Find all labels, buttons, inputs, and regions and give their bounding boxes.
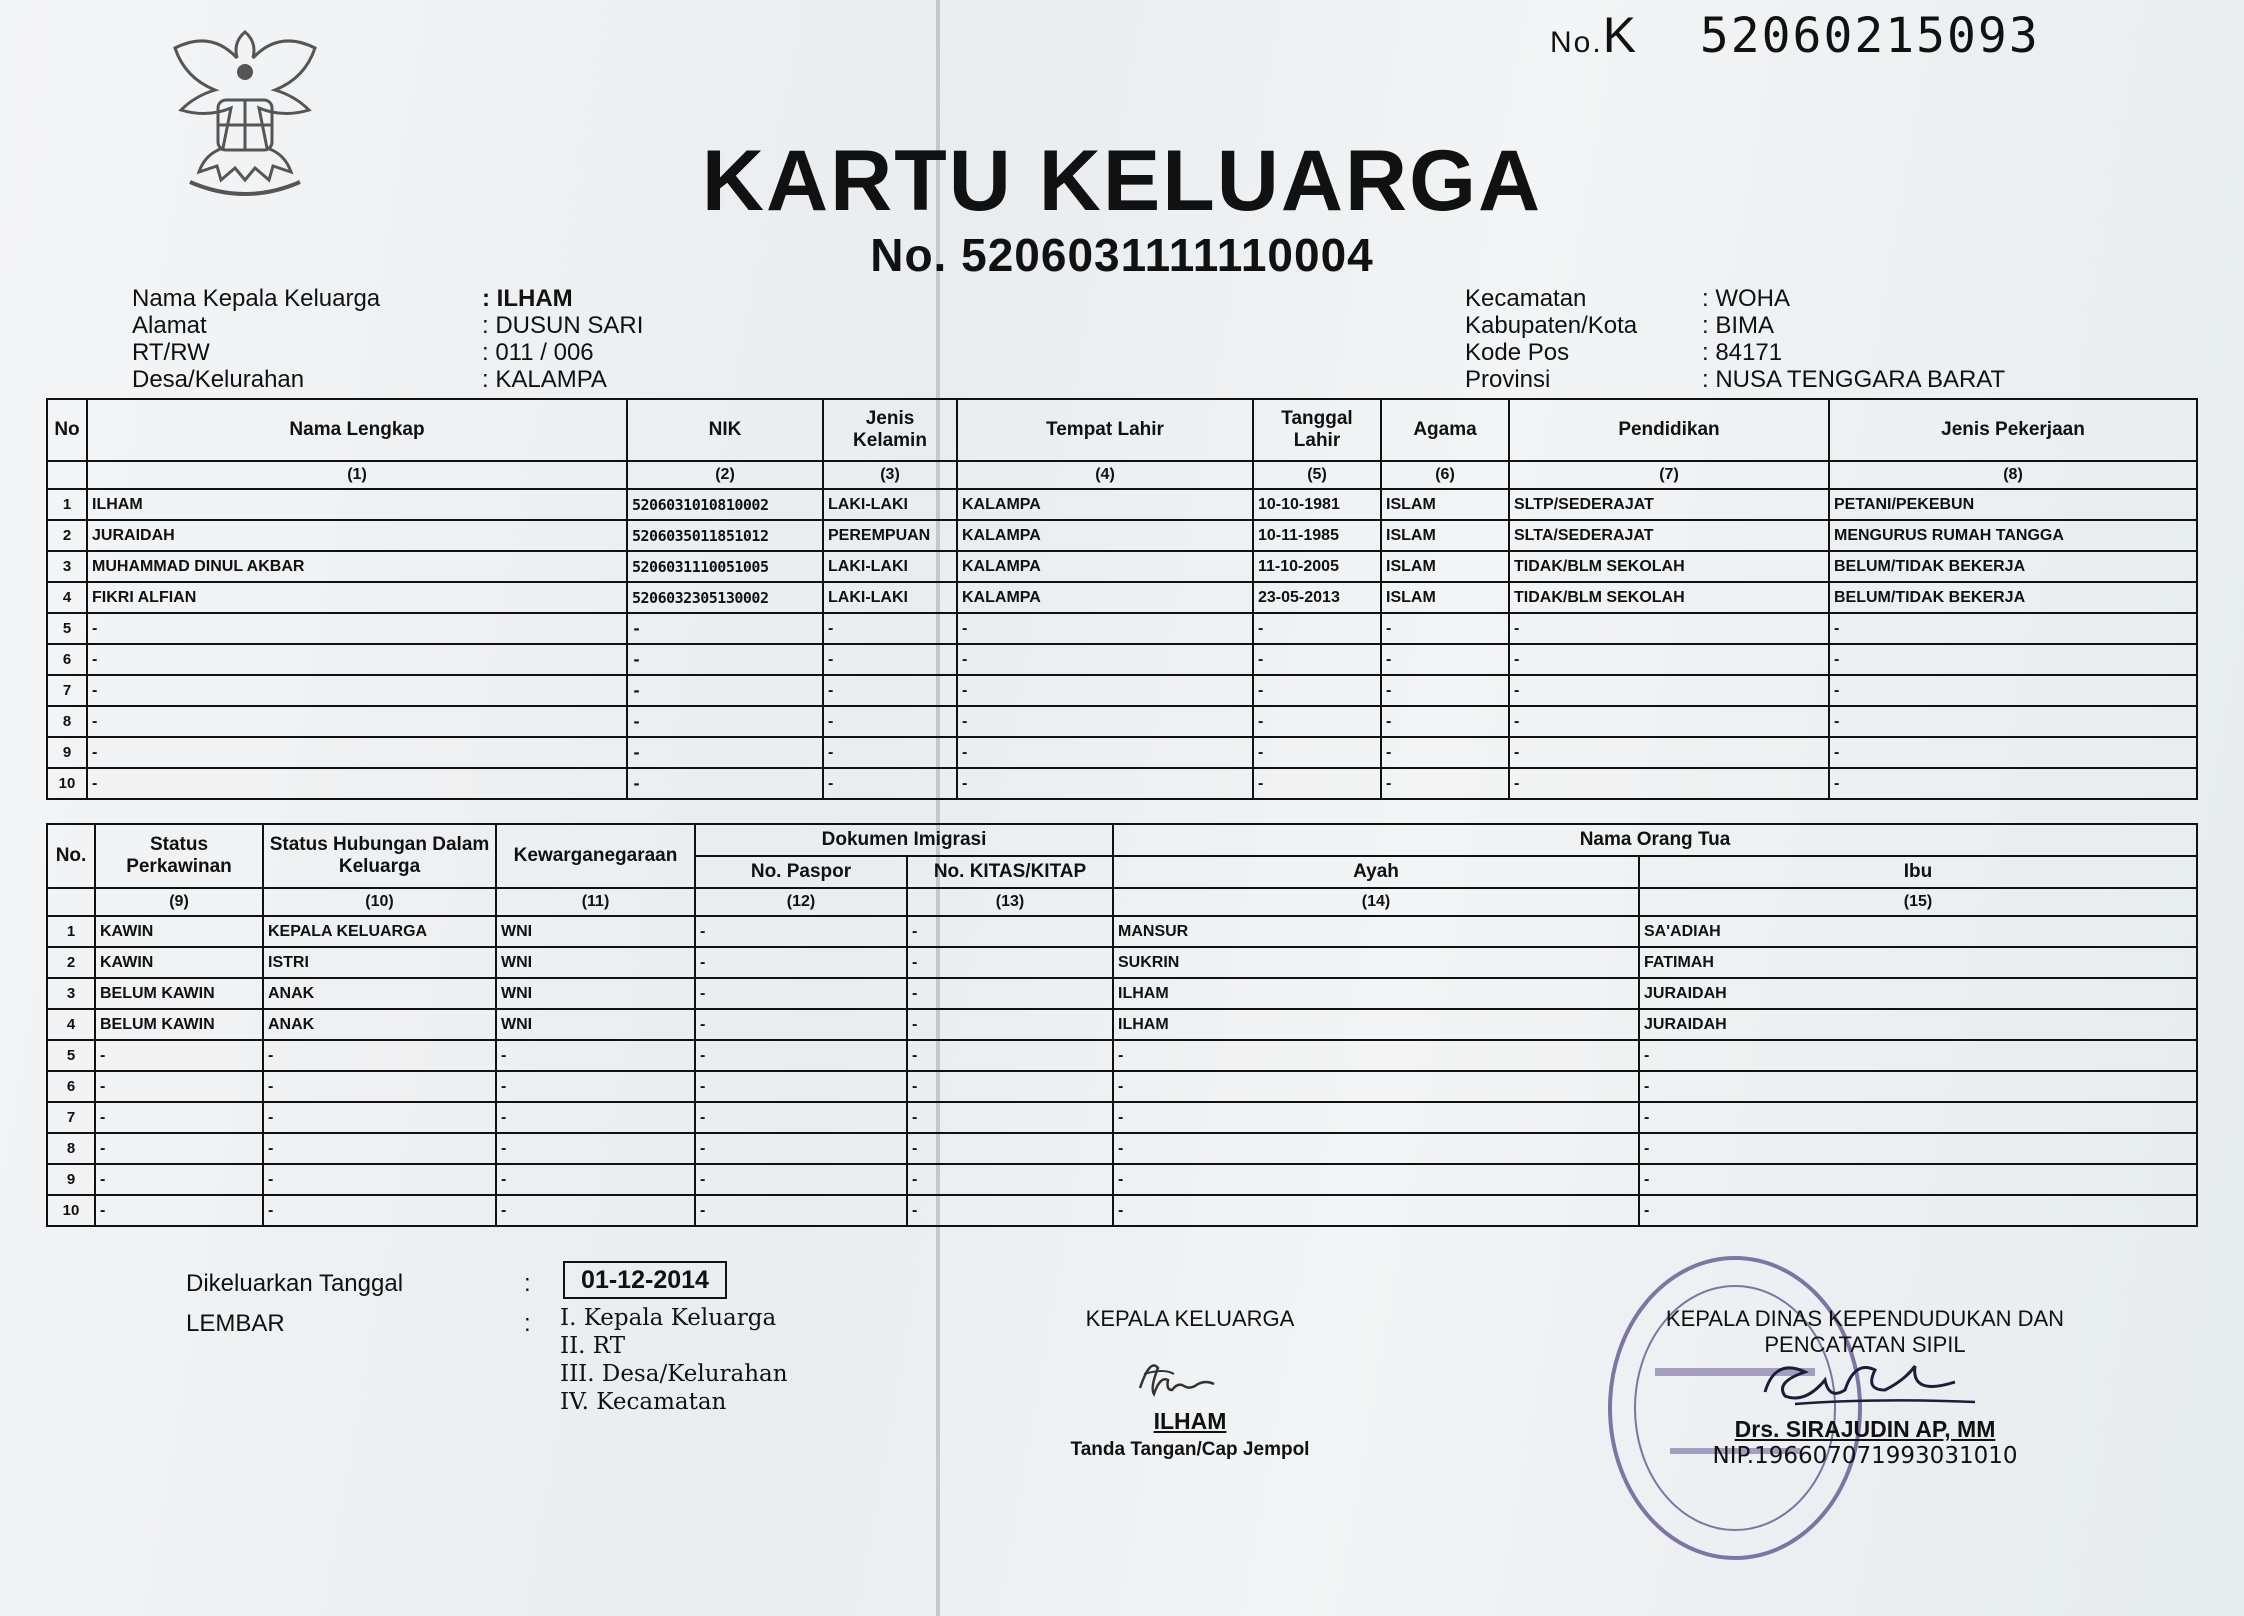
table-row bbox=[47, 520, 2197, 551]
col-header-no: No bbox=[47, 399, 87, 461]
table-cell: 5206032305130002 bbox=[627, 582, 823, 613]
table-cell: - bbox=[263, 1102, 496, 1133]
table-cell: - bbox=[907, 1133, 1113, 1164]
table-cell: - bbox=[87, 706, 627, 737]
handwritten-signature bbox=[1735, 1352, 1995, 1416]
header-right-label: Kecamatan bbox=[1465, 285, 1587, 312]
table-cell: - bbox=[627, 737, 823, 768]
signature-nip: NIP.196607071993031010 bbox=[1712, 1443, 2018, 1469]
column-number: (8) bbox=[1829, 461, 2197, 489]
table-cell: 4 bbox=[47, 582, 87, 613]
table-cell: - bbox=[1381, 675, 1509, 706]
col-header-ibu: Ibu bbox=[1639, 856, 2197, 888]
signature-kepala-dinas bbox=[1630, 1306, 2100, 1469]
table-cell: - bbox=[496, 1133, 695, 1164]
column-number: (9) bbox=[95, 888, 263, 916]
table-row bbox=[47, 551, 2197, 582]
table-cell: - bbox=[1381, 768, 1509, 799]
table-cell: - bbox=[957, 644, 1253, 675]
table-cell: 2 bbox=[47, 947, 95, 978]
table-cell: - bbox=[1113, 1195, 1639, 1226]
signature-title: KEPALA DINAS KEPENDUDUKAN DAN bbox=[1665, 1306, 2065, 1331]
table-cell: - bbox=[1381, 706, 1509, 737]
table-cell: LAKI-LAKI bbox=[823, 489, 957, 520]
table-cell: - bbox=[1113, 1164, 1639, 1195]
table-cell: - bbox=[1509, 675, 1829, 706]
table-cell: ILHAM bbox=[1113, 978, 1639, 1009]
table-cell: 11-10-2005 bbox=[1253, 551, 1381, 582]
table-cell: BELUM KAWIN bbox=[95, 1009, 263, 1040]
header-right-value: : BIMA bbox=[1702, 312, 1775, 339]
table-cell: - bbox=[907, 916, 1113, 947]
table-cell: - bbox=[1113, 1071, 1639, 1102]
table-cell: - bbox=[627, 613, 823, 644]
header-right-label: Kode Pos bbox=[1465, 339, 1570, 366]
table-row bbox=[47, 644, 2197, 675]
lembar-colon: : bbox=[524, 1310, 531, 1337]
table-cell: - bbox=[1639, 1071, 2197, 1102]
table-cell: - bbox=[1639, 1195, 2197, 1226]
table-cell: 3 bbox=[47, 551, 87, 582]
col-header-pekerjaan: Jenis Pekerjaan bbox=[1829, 399, 2197, 461]
table-cell: BELUM/TIDAK BEKERJA bbox=[1829, 582, 2197, 613]
col-header-ayah: Ayah bbox=[1113, 856, 1639, 888]
table-cell: - bbox=[1509, 737, 1829, 768]
serial-number: 52060215093 bbox=[1699, 8, 2040, 64]
table-cell: - bbox=[1113, 1040, 1639, 1071]
table-cell: 5206035011851012 bbox=[627, 520, 823, 551]
table-cell: - bbox=[95, 1133, 263, 1164]
table-cell: 2 bbox=[47, 520, 87, 551]
header-left-label: Nama Kepala Keluarga bbox=[132, 285, 381, 312]
table-cell: - bbox=[1509, 768, 1829, 799]
serial-prefix: No. bbox=[1550, 26, 1603, 59]
table-cell: 10 bbox=[47, 1195, 95, 1226]
lembar-list bbox=[560, 1304, 860, 1416]
header-right-value: : WOHA bbox=[1702, 285, 1790, 312]
table-row bbox=[47, 1071, 2197, 1102]
table-cell: - bbox=[1509, 644, 1829, 675]
table-cell: - bbox=[95, 1071, 263, 1102]
table-cell: 10-10-1981 bbox=[1253, 489, 1381, 520]
table-cell: - bbox=[823, 737, 957, 768]
table-cell: 3 bbox=[47, 978, 95, 1009]
table-cell: LAKI-LAKI bbox=[823, 551, 957, 582]
table-cell: KEPALA KELUARGA bbox=[263, 916, 496, 947]
column-number: (15) bbox=[1639, 888, 2197, 916]
table-cell: WNI bbox=[496, 978, 695, 1009]
header-left-value: : DUSUN SARI bbox=[482, 312, 644, 339]
table-cell: - bbox=[1253, 675, 1381, 706]
table-cell: - bbox=[1113, 1102, 1639, 1133]
table-cell: - bbox=[496, 1040, 695, 1071]
signature-title: KEPALA KELUARGA bbox=[1085, 1306, 1295, 1331]
table-header-row bbox=[47, 399, 2197, 461]
table-cell: - bbox=[907, 947, 1113, 978]
page-title: KARTU KELUARGA bbox=[701, 133, 1543, 229]
table-cell: ISLAM bbox=[1381, 582, 1509, 613]
table-cell: - bbox=[1639, 1102, 2197, 1133]
signature-title: PENCATATAN SIPIL bbox=[1764, 1332, 1966, 1357]
table-cell: - bbox=[1639, 1040, 2197, 1071]
table-cell: - bbox=[1829, 737, 2197, 768]
table-cell: - bbox=[907, 1040, 1113, 1071]
table-cell: - bbox=[1509, 706, 1829, 737]
table-row bbox=[47, 916, 2197, 947]
header-left-label: Alamat bbox=[132, 312, 207, 339]
table-cell: - bbox=[95, 1102, 263, 1133]
table-cell: TIDAK/BLM SEKOLAH bbox=[1509, 551, 1829, 582]
table-cell: - bbox=[263, 1133, 496, 1164]
table-cell: 1 bbox=[47, 916, 95, 947]
signature-name: ILHAM bbox=[1153, 1408, 1227, 1434]
table-cell: - bbox=[823, 768, 957, 799]
family-status-table bbox=[46, 823, 2198, 1227]
table-cell: 6 bbox=[47, 644, 87, 675]
table-cell: - bbox=[1253, 613, 1381, 644]
table-cell: 6 bbox=[47, 1071, 95, 1102]
table-cell: 5206031110051005 bbox=[627, 551, 823, 582]
table-cell: - bbox=[1253, 768, 1381, 799]
table-cell: ILHAM bbox=[1113, 1009, 1639, 1040]
table-cell: LAKI-LAKI bbox=[823, 582, 957, 613]
header-left-label: RT/RW bbox=[132, 339, 210, 366]
table-row bbox=[47, 489, 2197, 520]
table-cell: ISLAM bbox=[1381, 520, 1509, 551]
table-cell: - bbox=[263, 1040, 496, 1071]
table-cell: - bbox=[695, 1133, 907, 1164]
col-header-tanggal-lahir: Tanggal Lahir bbox=[1253, 399, 1381, 461]
col-header-no-paspor: No. Paspor bbox=[695, 856, 907, 888]
table-cell: - bbox=[263, 1195, 496, 1226]
column-number: (10) bbox=[263, 888, 496, 916]
table-row bbox=[47, 947, 2197, 978]
table-row bbox=[47, 1102, 2197, 1133]
signature-caption: Tanda Tangan/Cap Jempol bbox=[1070, 1439, 1310, 1460]
table-cell: ILHAM bbox=[87, 489, 627, 520]
table-cell: 5 bbox=[47, 1040, 95, 1071]
document-serial-number bbox=[1550, 6, 2040, 64]
header-right bbox=[1465, 285, 2005, 393]
table-cell: WNI bbox=[496, 947, 695, 978]
table-cell: 4 bbox=[47, 1009, 95, 1040]
table-cell: - bbox=[907, 1164, 1113, 1195]
table-cell: - bbox=[695, 1040, 907, 1071]
column-number bbox=[47, 888, 95, 916]
table-cell: - bbox=[695, 1102, 907, 1133]
column-number: (3) bbox=[823, 461, 957, 489]
column-number: (2) bbox=[627, 461, 823, 489]
table-cell: - bbox=[496, 1195, 695, 1226]
column-number: (4) bbox=[957, 461, 1253, 489]
table-cell: - bbox=[695, 978, 907, 1009]
table-cell: - bbox=[87, 768, 627, 799]
table-cell: - bbox=[823, 675, 957, 706]
table-cell: - bbox=[1639, 1133, 2197, 1164]
table-cell: FATIMAH bbox=[1639, 947, 2197, 978]
table-cell: - bbox=[907, 978, 1113, 1009]
table-cell: KALAMPA bbox=[957, 551, 1253, 582]
table-cell: - bbox=[263, 1164, 496, 1195]
table-row bbox=[47, 1164, 2197, 1195]
table-row bbox=[47, 706, 2197, 737]
handwritten-signature bbox=[1120, 1338, 1260, 1408]
table-cell: ISTRI bbox=[263, 947, 496, 978]
table-cell: - bbox=[695, 947, 907, 978]
column-number-row bbox=[47, 888, 2197, 916]
header-left-value: : ILHAM bbox=[482, 285, 573, 312]
table-row bbox=[47, 1195, 2197, 1226]
table-cell: - bbox=[957, 613, 1253, 644]
lembar-item: IV. Kecamatan bbox=[560, 1389, 727, 1415]
kk-number: No. 5206031111110004 bbox=[870, 229, 1374, 281]
col-header-tempat-lahir: Tempat Lahir bbox=[957, 399, 1253, 461]
header-left-value: : KALAMPA bbox=[482, 366, 607, 393]
table-cell: 8 bbox=[47, 1133, 95, 1164]
header-left bbox=[132, 285, 643, 393]
column-number: (5) bbox=[1253, 461, 1381, 489]
table-cell: PEREMPUAN bbox=[823, 520, 957, 551]
col-header-nik: NIK bbox=[627, 399, 823, 461]
table-cell: KAWIN bbox=[95, 947, 263, 978]
column-number: (14) bbox=[1113, 888, 1639, 916]
table-cell: - bbox=[957, 675, 1253, 706]
signature-kepala-keluarga bbox=[1040, 1306, 1340, 1461]
col-header-status-perkawinan: Status Perkawinan bbox=[95, 824, 263, 888]
table-cell: 5206031010810002 bbox=[627, 489, 823, 520]
table-cell: - bbox=[823, 706, 957, 737]
table-cell: - bbox=[957, 737, 1253, 768]
table-cell: ANAK bbox=[263, 978, 496, 1009]
column-number: (12) bbox=[695, 888, 907, 916]
table-cell: - bbox=[1829, 768, 2197, 799]
table-cell: - bbox=[496, 1164, 695, 1195]
table-cell: ISLAM bbox=[1381, 551, 1509, 582]
table-row bbox=[47, 1040, 2197, 1071]
header-right-label: Provinsi bbox=[1465, 366, 1551, 393]
table-cell: SLTA/SEDERAJAT bbox=[1509, 520, 1829, 551]
table-cell: - bbox=[627, 768, 823, 799]
table-cell: 23-05-2013 bbox=[1253, 582, 1381, 613]
col-header-jenis-kelamin: Jenis Kelamin bbox=[823, 399, 957, 461]
table-cell: - bbox=[907, 1009, 1113, 1040]
table-cell: PETANI/PEKEBUN bbox=[1829, 489, 2197, 520]
lembar-item: I. Kepala Keluarga bbox=[560, 1305, 777, 1331]
table-row bbox=[47, 613, 2197, 644]
col-header-no: No. bbox=[47, 824, 95, 888]
table-cell: - bbox=[695, 1071, 907, 1102]
table-cell: - bbox=[1829, 675, 2197, 706]
table-cell: - bbox=[1829, 613, 2197, 644]
table-cell: 7 bbox=[47, 1102, 95, 1133]
table-row bbox=[47, 582, 2197, 613]
table-row bbox=[47, 1009, 2197, 1040]
header-left-value: : 011 / 006 bbox=[482, 339, 594, 366]
header-right-value: : 84171 bbox=[1702, 339, 1783, 366]
table-cell: JURAIDAH bbox=[1639, 1009, 2197, 1040]
table-cell: SLTP/SEDERAJAT bbox=[1509, 489, 1829, 520]
table-cell: - bbox=[695, 1195, 907, 1226]
col-header-pendidikan: Pendidikan bbox=[1509, 399, 1829, 461]
table-cell: TIDAK/BLM SEKOLAH bbox=[1509, 582, 1829, 613]
table-cell: - bbox=[1509, 613, 1829, 644]
col-header-kewarganegaraan: Kewarganegaraan bbox=[496, 824, 695, 888]
table-cell: - bbox=[1253, 644, 1381, 675]
table-cell: - bbox=[627, 644, 823, 675]
column-number bbox=[47, 461, 87, 489]
table-cell: - bbox=[263, 1071, 496, 1102]
column-number: (6) bbox=[1381, 461, 1509, 489]
table-cell: WNI bbox=[496, 916, 695, 947]
table-cell: - bbox=[95, 1040, 263, 1071]
header-left-label: Desa/Kelurahan bbox=[132, 366, 305, 393]
serial-letter: K bbox=[1602, 7, 1639, 63]
table-cell: 5 bbox=[47, 613, 87, 644]
table-cell: - bbox=[695, 1009, 907, 1040]
col-header-nama: Nama Lengkap bbox=[87, 399, 627, 461]
table-cell: KALAMPA bbox=[957, 489, 1253, 520]
family-members-table bbox=[46, 398, 2198, 800]
table-cell: - bbox=[627, 706, 823, 737]
lembar-label: LEMBAR bbox=[186, 1310, 285, 1337]
table-cell: 8 bbox=[47, 706, 87, 737]
table-cell: - bbox=[87, 737, 627, 768]
issued-colon: : bbox=[524, 1270, 531, 1297]
table-row bbox=[47, 737, 2197, 768]
col-header-status-hubungan: Status Hubungan Dalam Keluarga bbox=[263, 824, 496, 888]
column-number: (11) bbox=[496, 888, 695, 916]
table-cell: ANAK bbox=[263, 1009, 496, 1040]
table-row bbox=[47, 1133, 2197, 1164]
table-cell: KALAMPA bbox=[957, 582, 1253, 613]
col-header-no-kitas: No. KITAS/KITAP bbox=[907, 856, 1113, 888]
table-cell: - bbox=[87, 613, 627, 644]
table-cell: 10 bbox=[47, 768, 87, 799]
table-cell: - bbox=[95, 1164, 263, 1195]
col-header-dokumen-imigrasi: Dokumen Imigrasi bbox=[695, 824, 1113, 856]
table-cell: BELUM/TIDAK BEKERJA bbox=[1829, 551, 2197, 582]
table-cell: 10-11-1985 bbox=[1253, 520, 1381, 551]
table-header-row bbox=[47, 824, 2197, 856]
table-cell: - bbox=[957, 768, 1253, 799]
table-cell: WNI bbox=[496, 1009, 695, 1040]
table-cell: KALAMPA bbox=[957, 520, 1253, 551]
table-row bbox=[47, 768, 2197, 799]
table-cell: KAWIN bbox=[95, 916, 263, 947]
table-cell: - bbox=[496, 1102, 695, 1133]
table-cell: - bbox=[1253, 706, 1381, 737]
table-cell: JURAIDAH bbox=[87, 520, 627, 551]
table-cell: FIKRI ALFIAN bbox=[87, 582, 627, 613]
header-right-label: Kabupaten/Kota bbox=[1465, 312, 1638, 339]
signature-name: Drs. SIRAJUDIN AP, MM bbox=[1734, 1416, 1996, 1442]
header-right-value: : NUSA TENGGARA BARAT bbox=[1702, 366, 2006, 393]
table-cell: - bbox=[823, 613, 957, 644]
column-number: (13) bbox=[907, 888, 1113, 916]
col-header-agama: Agama bbox=[1381, 399, 1509, 461]
table-cell: - bbox=[95, 1195, 263, 1226]
column-number-row bbox=[47, 461, 2197, 489]
table-row bbox=[47, 978, 2197, 1009]
table-cell: - bbox=[907, 1195, 1113, 1226]
table-cell: 1 bbox=[47, 489, 87, 520]
table-cell: - bbox=[695, 1164, 907, 1195]
column-number: (1) bbox=[87, 461, 627, 489]
table-cell: - bbox=[823, 644, 957, 675]
table-cell: - bbox=[1829, 706, 2197, 737]
table-cell: BELUM KAWIN bbox=[95, 978, 263, 1009]
table-cell: - bbox=[1639, 1164, 2197, 1195]
table-cell: MANSUR bbox=[1113, 916, 1639, 947]
lembar-item: II. RT bbox=[560, 1333, 626, 1359]
table-cell: ISLAM bbox=[1381, 489, 1509, 520]
table-cell: - bbox=[1253, 737, 1381, 768]
table-cell: SA'ADIAH bbox=[1639, 916, 2197, 947]
table-cell: - bbox=[907, 1071, 1113, 1102]
table-cell: - bbox=[87, 644, 627, 675]
table-cell: - bbox=[957, 706, 1253, 737]
table-cell: JURAIDAH bbox=[1639, 978, 2197, 1009]
lembar-item: III. Desa/Kelurahan bbox=[560, 1361, 788, 1387]
column-number: (7) bbox=[1509, 461, 1829, 489]
issued-label: Dikeluarkan Tanggal bbox=[186, 1270, 404, 1297]
table-row bbox=[47, 675, 2197, 706]
table-cell: 9 bbox=[47, 737, 87, 768]
table-cell: - bbox=[1829, 644, 2197, 675]
table-cell: - bbox=[627, 675, 823, 706]
table-cell: SUKRIN bbox=[1113, 947, 1639, 978]
table-cell: 7 bbox=[47, 675, 87, 706]
table-cell: 9 bbox=[47, 1164, 95, 1195]
table-cell: - bbox=[1381, 613, 1509, 644]
table-cell: - bbox=[496, 1071, 695, 1102]
table-cell: MUHAMMAD DINUL AKBAR bbox=[87, 551, 627, 582]
issued-date: 01-12-2014 bbox=[563, 1261, 727, 1299]
table-cell: - bbox=[1381, 644, 1509, 675]
table-cell: - bbox=[695, 916, 907, 947]
table-cell: - bbox=[907, 1102, 1113, 1133]
col-header-nama-orang-tua: Nama Orang Tua bbox=[1113, 824, 2197, 856]
table-cell: - bbox=[1113, 1133, 1639, 1164]
table-cell: - bbox=[1381, 737, 1509, 768]
table-cell: - bbox=[87, 675, 627, 706]
table-cell: MENGURUS RUMAH TANGGA bbox=[1829, 520, 2197, 551]
